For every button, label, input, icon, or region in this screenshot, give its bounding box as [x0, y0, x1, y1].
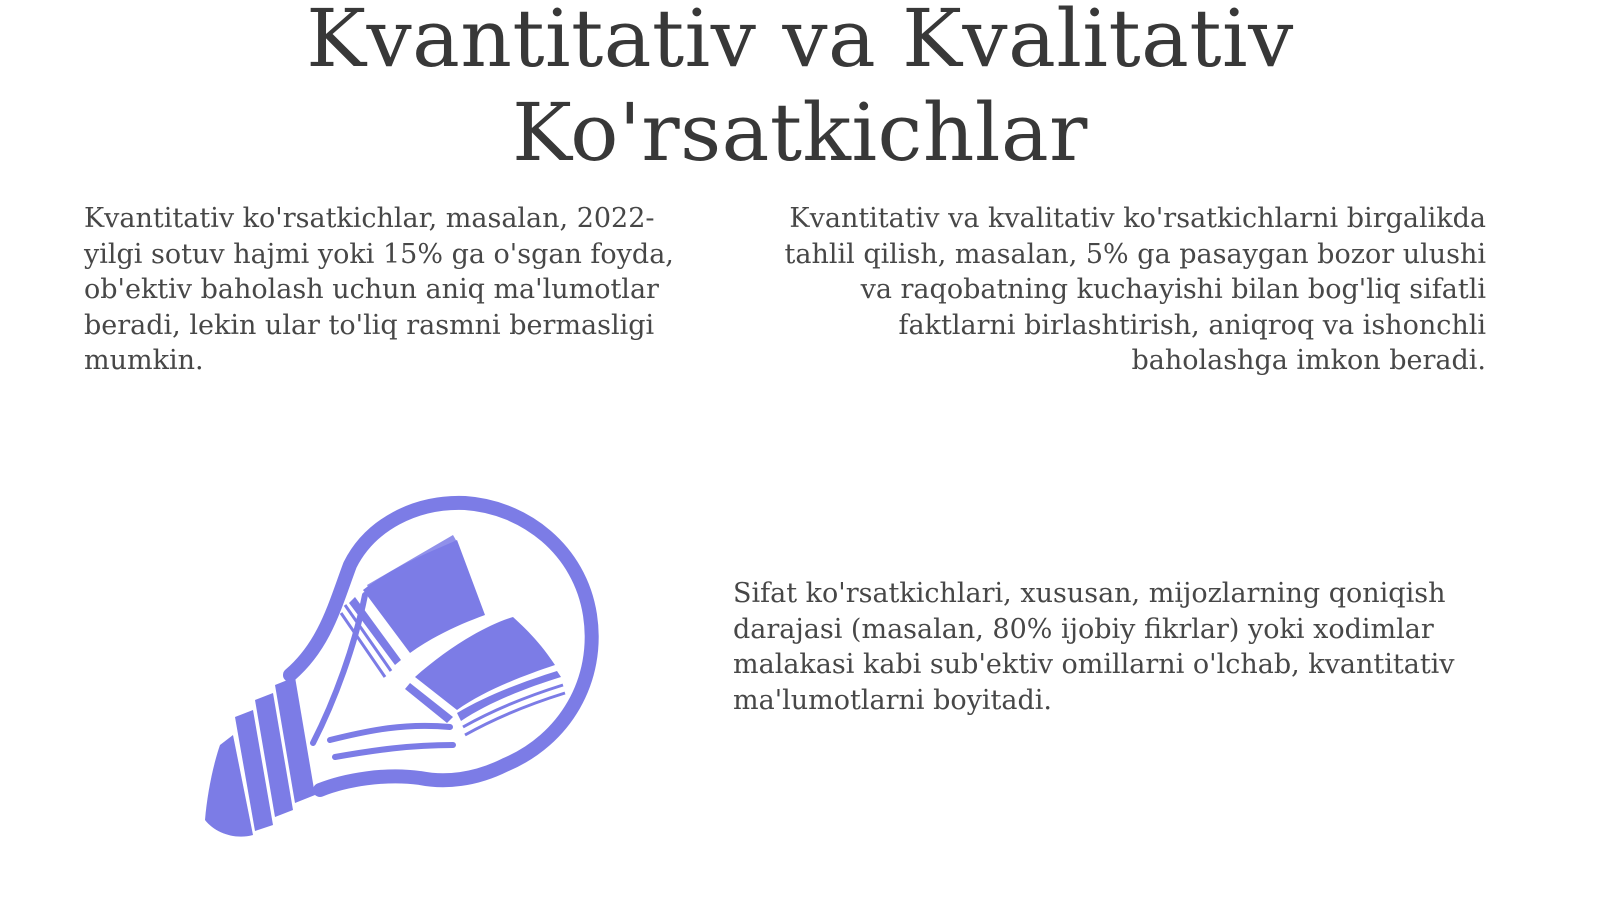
combined-analysis-paragraph: Kvantitativ va kvalitativ ko'rsatkichlarni birgalikda tahlil qilish, masalan, 5% ga pasaygan bozor ulushi va raqobatning kuchayishi bilan bog'liq sifatli faktlarni birlashtirish, aniqroq va ishonchli baholashga imkon beradi. — [784, 203, 1486, 376]
page-title-line-1: Kvantitativ va Kvalitativ — [306, 0, 1294, 85]
qualitative-paragraph: Sifat ko'rsatkichlari, xususan, mijozlarning qoniqish darajasi (masalan, 80% ijobiy fikrlar) yoki xodimlar malakasi kabi sub'ektiv omillarni o'lchab, kvantitativ ma'lumotlarni boyitadi. — [733, 578, 1455, 716]
lightbulb-book-icon — [195, 495, 625, 855]
page-title — [0, 0, 1600, 180]
page-title-line-2: Ko'rsatkichlar — [512, 86, 1088, 179]
quantitative-paragraph: Kvantitativ ko'rsatkichlar, masalan, 2022-yilgi sotuv hajmi yoki 15% ga o'sgan foyda, ob'ektiv baholash uchun aniq ma'lumotlar beradi, lekin ular to'liq rasmni bermasligi mumkin. — [84, 203, 674, 376]
